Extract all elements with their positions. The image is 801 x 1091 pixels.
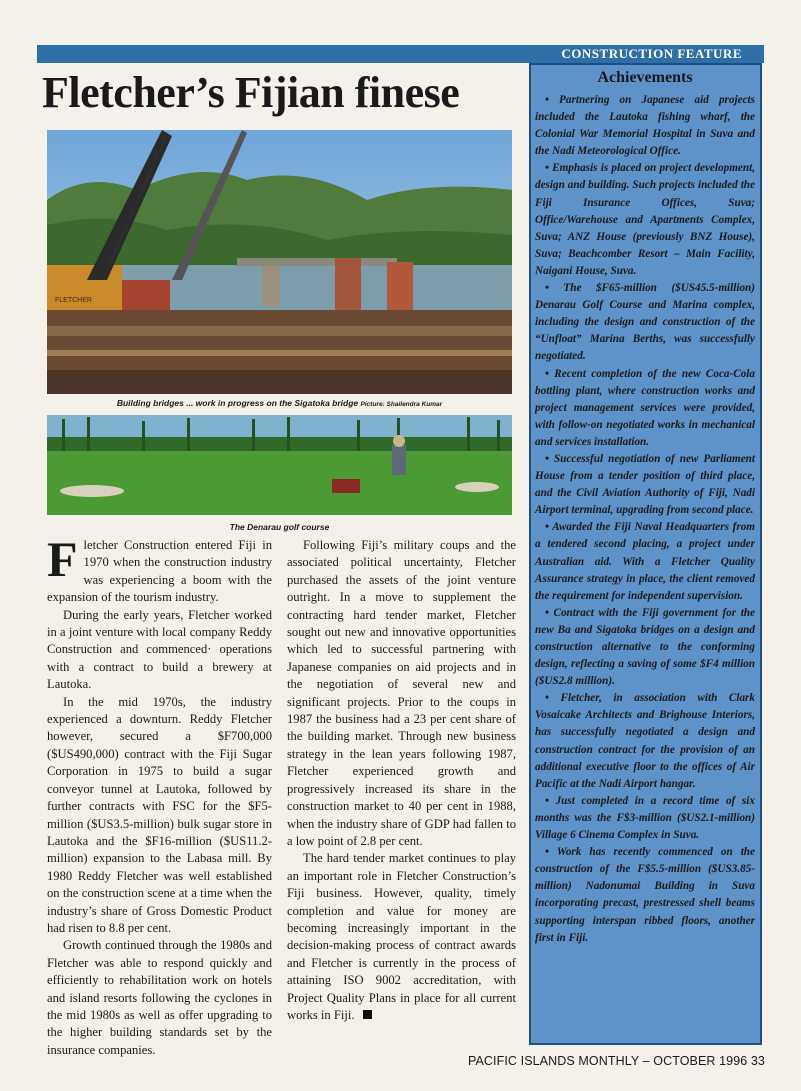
sidebar-item: • Partnering on Japanese aid projects included the Lautoka fishing wharf, the Colonial War Memorial Hospital in Suva and the Nadi Meteorological Office. [535, 94, 755, 158]
sidebar-item: • Recent completion of the new Coca-Cola bottling plant, where construction works and project management services were provided, with follow-on negotiated works in mechanical and services installation. [535, 367, 755, 448]
article-paragraph: Growth continued through the 1980s and Fletcher was able to respond quickly and efficiently to rehabilitation work on hotels and island resorts following the cyclones in the mid 1980s as well as offer upgrading to the higher building standards set by the insurance companies. [47, 938, 272, 1057]
section-banner [37, 45, 764, 63]
golf-course-photo [47, 415, 512, 515]
article-paragraph: In the mid 1970s, the industry experienced a downturn. Reddy Fletcher however, secured a $F700,000 ($US490,000) contract with the Fiji Sugar Corporation in 1975 to build a sugar conveyor tunnel at Lautoka, followed by further contracts with FSC for the $F5-million ($US3.5-million) bulk sugar store in Lautoka and the $F16-million ($US11.2-million) expansion to the Labasa mill. By 1980 Reddy Fletcher was well established on the construction scene at a time when the industry’s share of Gross Domestic Product had risen to 8.8 per cent. [47, 694, 272, 935]
article-column-1 [47, 531, 272, 1059]
crane-lettering: FLETCHER [55, 297, 92, 304]
sidebar-item: • Successful negotiation of new Parliament House from a tender position of third place, and the Civil Aviation Authority of Fiji, Nadi Airport terminal, upgrading from second place. [535, 452, 755, 517]
article-paragraph: During the early years, Fletcher worked in a joint venture with local company Reddy Construction and commenced· operations with a contract to build a brewery at Lautoka. [47, 607, 272, 692]
sidebar-title: Achievements [597, 69, 693, 86]
end-mark-icon [363, 1010, 372, 1019]
article-column-2 [287, 537, 516, 1024]
sidebar-item: • The $F65-million ($US45.5-million) Denarau Golf Course and Marina complex, including the design and construction of the “Unfloat” Marina Berths, was successfully negotiated. [535, 282, 755, 363]
article-paragraph: Following Fiji’s military coups and the associated political uncertainty, Fletcher purchased the assets of the joint venture outright. In a move to supplement the contracting hard tender market, Fletcher sought out new and innovative opportunities which led to successful partnering with Japanese companies on aid projects and in the negotiation of several new and significant projects. Prior to the coups in 1987 the business had a 23 per cent share of the building market. Through new business strategy in the lean years following 1987, Fletcher experienced growth and progressively increased its share in the construction market to 40 per cent in 1988, when the industry share of GDP had fallen to a low point of 2.8 per cent. [287, 538, 516, 848]
golf-photo-caption: The Denarau golf course [229, 522, 330, 532]
sidebar-item: • Contract with the Fiji government for the new Ba and Sigatoka bridges on a design and construction alternative to the conforming design, reflecting a saving of some $F4 million ($US2.8 million). [535, 606, 755, 688]
article-paragraph: Fletcher Construction entered Fiji in 1970 when the construction industry was experiencing a boom with the expansion of the tourism industry. [47, 531, 272, 605]
sidebar-item: • Just completed in a record time of six months was the F$3-million ($US2.1-million) Village 6 Cinema Complex in Suva. [535, 794, 755, 842]
photo-credit: Picture: Shailendra Kumar [360, 401, 443, 408]
achievements-sidebar [529, 63, 762, 1045]
section-label: CONSTRUCTION FEATURE [561, 46, 742, 61]
page-footer: PACIFIC ISLANDS MONTHLY – OCTOBER 1996 33 [467, 1054, 765, 1068]
drop-cap: F [47, 531, 78, 587]
sidebar-item: • Fletcher, in association with Clark Vosaicake Architects and Brighouse Interiors, has successfully negotiated a design and construction contract for the provision of an additional executive floor to the offices of Air Pacific at the Nadi Airport hangar. [535, 692, 755, 790]
bridge-caption-text: Building bridges ... work in progress on the Sigatoka bridge [116, 398, 359, 408]
sidebar-item: • Awarded the Fiji Naval Headquarters from a tendered second placing, a project under Australian aid. With a Fletcher Quality Assurance strategy in place, the client removed the requirement for independent supervision. [535, 521, 755, 602]
bridge-photo-caption [47, 398, 512, 408]
bridge-construction-photo [47, 130, 512, 394]
sidebar-item: • Emphasis is placed on project development, design and building. Such projects included the Fiji Insurance Offices, Suva; Office/Warehouse and Apartments Complex, Suva; ANZ House (previously BNZ House), Suva; Beachcomber Resort – Main Facility, Naigani House, Suva. [535, 162, 755, 277]
article-paragraph: The hard tender market continues to play an important role in Fletcher Construction’s Fiji business. However, quality, timely completion and value for money are becoming increasingly important in the decision-making process of contract awards and Fletcher is currently in the process of attaining ISO 9002 accreditation, with Project Quality Plans in place for all current works in Fiji. [287, 851, 516, 1022]
sidebar-item: • Work has recently commenced on the construction of the F$5.5-million ($US3.85-million) Nadonumai Building in Suva incorporating precast, prestressed shell beams supporting interspan ribbed floors, another first in Fiji. [535, 846, 755, 944]
headline: Fletcher’s Fijian finese [42, 68, 460, 117]
